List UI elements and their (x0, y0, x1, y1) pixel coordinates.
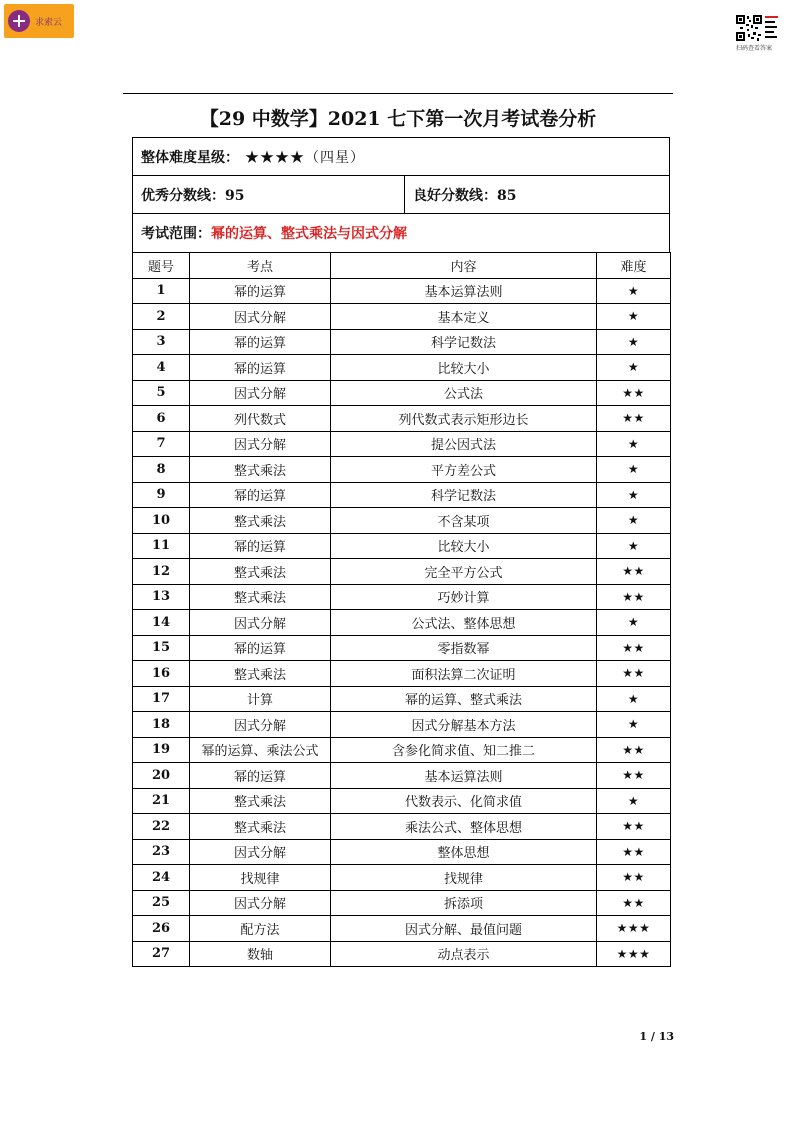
difficulty-stars-cell: ★★ (597, 763, 671, 789)
content-cell: 动点表示 (331, 941, 597, 967)
topic-cell: 数轴 (190, 941, 331, 967)
table-row (133, 763, 671, 789)
topic-cell: 幂的运算 (190, 278, 331, 304)
difficulty-stars-cell: ★★ (597, 890, 671, 916)
difficulty-stars-cell: ★★★ (597, 941, 671, 967)
question-number-cell: 22 (133, 814, 190, 840)
question-number-cell: 23 (133, 839, 190, 865)
table-row (133, 916, 671, 942)
header-content: 内容 (331, 253, 597, 279)
topic-cell: 因式分解 (190, 712, 331, 738)
question-number-cell: 17 (133, 686, 190, 712)
topic-cell: 整式乘法 (190, 661, 331, 687)
table-row (133, 737, 671, 763)
difficulty-stars-cell: ★ (597, 304, 671, 330)
difficulty-label: 整体难度星级： (141, 149, 239, 166)
question-number-cell: 13 (133, 584, 190, 610)
question-number-cell: 25 (133, 890, 190, 916)
difficulty-stars-cell: ★ (597, 508, 671, 534)
table-row (133, 278, 671, 304)
content-cell: 幂的运算、整式乘法 (331, 686, 597, 712)
summary-box (132, 137, 670, 253)
topic-cell: 列代数式 (190, 406, 331, 432)
difficulty-stars-cell: ★★ (597, 584, 671, 610)
topic-cell: 整式乘法 (190, 559, 331, 585)
table-row (133, 635, 671, 661)
content-cell: 不含某项 (331, 508, 597, 534)
question-number-cell: 2 (133, 304, 190, 330)
question-number-cell: 24 (133, 865, 190, 891)
difficulty-row (133, 138, 669, 176)
topic-cell: 因式分解 (190, 610, 331, 636)
difficulty-stars-cell: ★ (597, 788, 671, 814)
content-cell: 科学记数法 (331, 329, 597, 355)
difficulty-stars-cell: ★ (597, 355, 671, 381)
table-row (133, 508, 671, 534)
difficulty-stars-cell: ★ (597, 457, 671, 483)
logo-text: 求索云 (35, 17, 63, 28)
content-cell: 完全平方公式 (331, 559, 597, 585)
question-number-cell: 1 (133, 278, 190, 304)
content-cell: 提公因式法 (331, 431, 597, 457)
table-row (133, 533, 671, 559)
topic-cell: 找规律 (190, 865, 331, 891)
difficulty-stars-cell: ★★ (597, 406, 671, 432)
topic-cell: 幂的运算 (190, 533, 331, 559)
table-row (133, 482, 671, 508)
table-row (133, 814, 671, 840)
content-cell: 科学记数法 (331, 482, 597, 508)
question-number-cell: 19 (133, 737, 190, 763)
brand-logo (4, 4, 74, 38)
topic-cell: 幂的运算 (190, 329, 331, 355)
scope-value: 幂的运算、整式乘法与因式分解 (211, 226, 407, 242)
question-number-cell: 3 (133, 329, 190, 355)
difficulty-stars-cell: ★ (597, 278, 671, 304)
score-lines-row (133, 176, 669, 214)
header-question-number: 题号 (133, 253, 190, 279)
table-row (133, 355, 671, 381)
good-score-line: 良好分数线：85 (413, 187, 517, 204)
question-number-cell: 6 (133, 406, 190, 432)
table-row (133, 712, 671, 738)
header-difficulty: 难度 (597, 253, 671, 279)
logo-mark-icon (8, 10, 30, 32)
question-number-cell: 11 (133, 533, 190, 559)
difficulty-stars-cell: ★★ (597, 839, 671, 865)
difficulty-stars-cell: ★ (597, 686, 671, 712)
question-number-cell: 16 (133, 661, 190, 687)
exam-scope-row (133, 214, 669, 252)
topic-cell: 幂的运算 (190, 482, 331, 508)
content-cell: 含参化简求值、知二推二 (331, 737, 597, 763)
table-row (133, 559, 671, 585)
content-cell: 代数表示、化简求值 (331, 788, 597, 814)
qr-caption: 扫码查看答案 (736, 45, 773, 52)
topic-cell: 计算 (190, 686, 331, 712)
topic-cell: 幂的运算、乘法公式 (190, 737, 331, 763)
topic-cell: 因式分解 (190, 431, 331, 457)
table-row (133, 865, 671, 891)
topic-cell: 幂的运算 (190, 355, 331, 381)
question-number-cell: 8 (133, 457, 190, 483)
question-number-cell: 14 (133, 610, 190, 636)
topic-cell: 因式分解 (190, 890, 331, 916)
question-number-cell: 7 (133, 431, 190, 457)
difficulty-stars-cell: ★★ (597, 559, 671, 585)
topic-cell: 因式分解 (190, 380, 331, 406)
question-number-cell: 12 (133, 559, 190, 585)
topic-cell: 整式乘法 (190, 508, 331, 534)
difficulty-stars-cell: ★★ (597, 865, 671, 891)
content-cell: 因式分解基本方法 (331, 712, 597, 738)
difficulty-value: ★★★★（四星） (245, 149, 365, 166)
content-cell: 列代数式表示矩形边长 (331, 406, 597, 432)
question-number-cell: 4 (133, 355, 190, 381)
question-number-cell: 20 (133, 763, 190, 789)
question-number-cell: 26 (133, 916, 190, 942)
table-row (133, 406, 671, 432)
difficulty-stars-cell: ★★★ (597, 916, 671, 942)
topic-cell: 幂的运算 (190, 635, 331, 661)
table-row (133, 839, 671, 865)
topic-cell: 整式乘法 (190, 457, 331, 483)
excellent-score-line: 优秀分数线：95 (133, 176, 405, 213)
question-number-cell: 9 (133, 482, 190, 508)
question-number-cell: 27 (133, 941, 190, 967)
difficulty-stars-cell: ★ (597, 533, 671, 559)
difficulty-stars-cell: ★★ (597, 635, 671, 661)
content-cell: 巧妙计算 (331, 584, 597, 610)
difficulty-stars-cell: ★ (597, 482, 671, 508)
difficulty-stars-cell: ★ (597, 712, 671, 738)
content-cell: 基本定义 (331, 304, 597, 330)
content-cell: 面积法算二次证明 (331, 661, 597, 687)
difficulty-stars-cell: ★★ (597, 661, 671, 687)
content-cell: 基本运算法则 (331, 278, 597, 304)
table-row (133, 890, 671, 916)
table-row (133, 610, 671, 636)
content-cell: 乘法公式、整体思想 (331, 814, 597, 840)
content-cell: 比较大小 (331, 355, 597, 381)
difficulty-stars-cell: ★★ (597, 814, 671, 840)
content-cell: 拆添项 (331, 890, 597, 916)
table-row (133, 661, 671, 687)
scope-label: 考试范围： (141, 226, 211, 242)
document-title: 【29 中数学】2021 七下第一次月考试卷分析 (199, 108, 597, 130)
table-row (133, 457, 671, 483)
content-cell: 平方差公式 (331, 457, 597, 483)
difficulty-stars-cell: ★ (597, 431, 671, 457)
table-row (133, 304, 671, 330)
question-number-cell: 18 (133, 712, 190, 738)
topic-cell: 整式乘法 (190, 788, 331, 814)
table-row (133, 584, 671, 610)
content-cell: 找规律 (331, 865, 597, 891)
difficulty-stars-cell: ★ (597, 610, 671, 636)
question-number-cell: 15 (133, 635, 190, 661)
question-analysis-table (132, 252, 671, 967)
topic-cell: 因式分解 (190, 304, 331, 330)
question-number-cell: 21 (133, 788, 190, 814)
page-number: 1 / 13 (639, 1030, 674, 1043)
topic-cell: 整式乘法 (190, 814, 331, 840)
header-topic: 考点 (190, 253, 331, 279)
difficulty-stars-cell: ★★ (597, 380, 671, 406)
content-cell: 公式法、整体思想 (331, 610, 597, 636)
content-cell: 公式法 (331, 380, 597, 406)
content-cell: 零指数幂 (331, 635, 597, 661)
content-cell: 基本运算法则 (331, 763, 597, 789)
topic-cell: 配方法 (190, 916, 331, 942)
table-row (133, 788, 671, 814)
question-number-cell: 5 (133, 380, 190, 406)
content-cell: 因式分解、最值问题 (331, 916, 597, 942)
topic-cell: 整式乘法 (190, 584, 331, 610)
topic-cell: 因式分解 (190, 839, 331, 865)
difficulty-stars-cell: ★ (597, 329, 671, 355)
table-row (133, 329, 671, 355)
content-cell: 比较大小 (331, 533, 597, 559)
table-row (133, 380, 671, 406)
question-number-cell: 10 (133, 508, 190, 534)
table-row (133, 431, 671, 457)
table-row (133, 941, 671, 967)
table-body (133, 278, 671, 967)
topic-cell: 幂的运算 (190, 763, 331, 789)
content-cell: 整体思想 (331, 839, 597, 865)
table-row (133, 686, 671, 712)
table-header-row (133, 253, 671, 279)
header-rule (123, 93, 673, 94)
difficulty-stars-cell: ★★ (597, 737, 671, 763)
